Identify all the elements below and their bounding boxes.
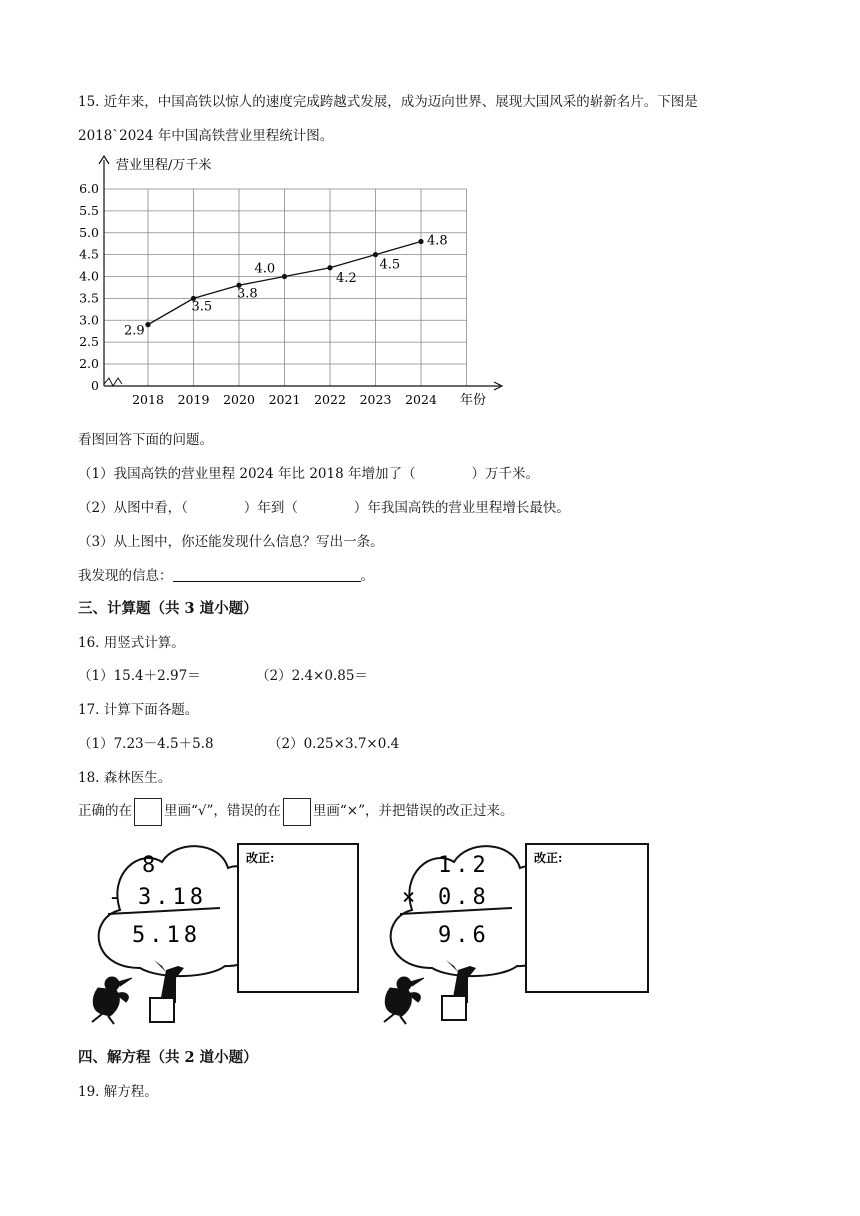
data-label: 3.5 bbox=[191, 299, 213, 315]
x-axis-title: 年份 bbox=[460, 393, 487, 407]
data-label: 4.0 bbox=[254, 261, 276, 277]
q17-item2: （2）0.25×3.7×0.4 bbox=[268, 736, 400, 752]
q16-item2: （2）2.4×0.85＝ bbox=[256, 668, 368, 684]
q15-sub2-text-a: （2）从图中看，（ bbox=[78, 500, 188, 516]
x-tick-label: 2023 bbox=[359, 392, 392, 407]
correction-box[interactable] bbox=[238, 844, 358, 992]
data-point bbox=[418, 239, 423, 244]
y-tick-label: 5.5 bbox=[79, 202, 99, 218]
x-tick-label: 2024 bbox=[405, 392, 437, 407]
data-point bbox=[145, 322, 150, 327]
q15-sub1-text-b: ）万千米。 bbox=[471, 466, 539, 482]
calc-op: × bbox=[402, 885, 416, 910]
data-label: 3.8 bbox=[237, 286, 258, 302]
found-period: 。 bbox=[360, 568, 374, 584]
x-tick-label: 2020 bbox=[223, 392, 255, 407]
q18-text-b: 里画“√”，错误的在 bbox=[164, 803, 281, 819]
calc-top: 8 bbox=[142, 853, 156, 878]
answer-checkbox[interactable] bbox=[150, 998, 174, 1022]
q18-text-c: 里画“×”，并把错误的改正过来。 bbox=[312, 803, 514, 819]
data-label: 4.2 bbox=[336, 270, 357, 286]
y-axis-title: 营业里程/万千米 bbox=[116, 158, 212, 173]
data-label: 4.8 bbox=[427, 233, 448, 249]
correction-label: 改正: bbox=[246, 851, 275, 865]
check-box-icon bbox=[134, 798, 162, 826]
q15-sub2-text-c: ）年我国高铁的营业里程增长最快。 bbox=[353, 500, 570, 516]
data-point bbox=[282, 274, 287, 279]
y-tick-label: 3.5 bbox=[79, 290, 99, 306]
y-tick-label: 5.0 bbox=[79, 224, 99, 240]
x-tick-label: 2018 bbox=[132, 392, 164, 407]
q15-line2: 2018`2024 年中国高铁营业里程统计图。 bbox=[78, 128, 334, 144]
data-label: 4.5 bbox=[379, 257, 401, 273]
x-tick-label: 2022 bbox=[314, 392, 346, 407]
y-tick-label: 3.0 bbox=[79, 312, 99, 328]
q18-text-a: 正确的在 bbox=[78, 803, 132, 819]
x-tick-label: 2019 bbox=[177, 392, 210, 407]
calc-result: 9.6 bbox=[438, 923, 490, 948]
data-point bbox=[327, 265, 332, 270]
q17-title: 17. 计算下面各题。 bbox=[78, 702, 199, 718]
data-label: 2.9 bbox=[124, 323, 145, 339]
calc-op: - bbox=[108, 885, 122, 910]
calc-top: 1.2 bbox=[438, 853, 490, 878]
q15-sub3: （3）从上图中，你还能发现什么信息？写出一条。 bbox=[78, 534, 384, 550]
q15-sub2 bbox=[78, 496, 570, 516]
data-point bbox=[373, 252, 378, 257]
q19-title: 19. 解方程。 bbox=[78, 1084, 158, 1100]
q18-instruction bbox=[78, 795, 514, 827]
calc-second: 3.18 bbox=[138, 885, 207, 910]
q15-sub2-text-b: ）年到（ bbox=[243, 500, 298, 516]
bird-doctor-icon bbox=[384, 977, 424, 1024]
line-chart bbox=[70, 152, 510, 407]
tree-problem-1 bbox=[80, 838, 660, 1028]
axis-break bbox=[104, 378, 122, 386]
q15-found bbox=[78, 564, 374, 584]
q16-title: 16. 用竖式计算。 bbox=[78, 635, 185, 651]
q15-sub1 bbox=[78, 462, 539, 482]
y-tick-label: 6.0 bbox=[79, 181, 99, 196]
correction-label: 改正: bbox=[534, 851, 563, 865]
x-tick-label: 2021 bbox=[268, 392, 301, 407]
q18-title: 18. 森林医生。 bbox=[78, 770, 172, 786]
y-tick-label: 4.0 bbox=[79, 268, 99, 284]
q16-item1: （1）15.4＋2.97＝ bbox=[78, 668, 201, 684]
y-tick-label: 2.5 bbox=[79, 334, 99, 350]
section3-title: 三、计算题（共 3 道小题） bbox=[78, 600, 258, 617]
correction-box[interactable] bbox=[526, 844, 648, 992]
q15-line1: 15. 近年来，中国高铁以惊人的速度完成跨越式发展，成为迈向世界、展现大国风采的崭新名片。下图是 bbox=[78, 94, 698, 110]
q17-item1: （1）7.23－4.5＋5.8 bbox=[78, 736, 214, 752]
calc-second: 0.8 bbox=[438, 885, 490, 910]
y-tick-label: 2.0 bbox=[79, 356, 99, 371]
calc-result: 5.18 bbox=[132, 923, 201, 948]
found-answer-line[interactable] bbox=[173, 568, 361, 582]
q15-sub1-text-a: （1）我国高铁的营业里程 2024 年比 2018 年增加了（ bbox=[78, 466, 416, 482]
answer-checkbox[interactable] bbox=[442, 996, 466, 1020]
y-tick-label: 4.5 bbox=[79, 246, 99, 262]
y-tick-label: 0 bbox=[91, 378, 99, 393]
bird-doctor-icon bbox=[92, 977, 132, 1024]
found-label: 我发现的信息： bbox=[78, 568, 173, 584]
q15-prompt: 看图回答下面的问题。 bbox=[78, 432, 213, 448]
check-box-icon bbox=[283, 798, 311, 826]
section4-title: 四、解方程（共 2 道小题） bbox=[78, 1049, 258, 1066]
